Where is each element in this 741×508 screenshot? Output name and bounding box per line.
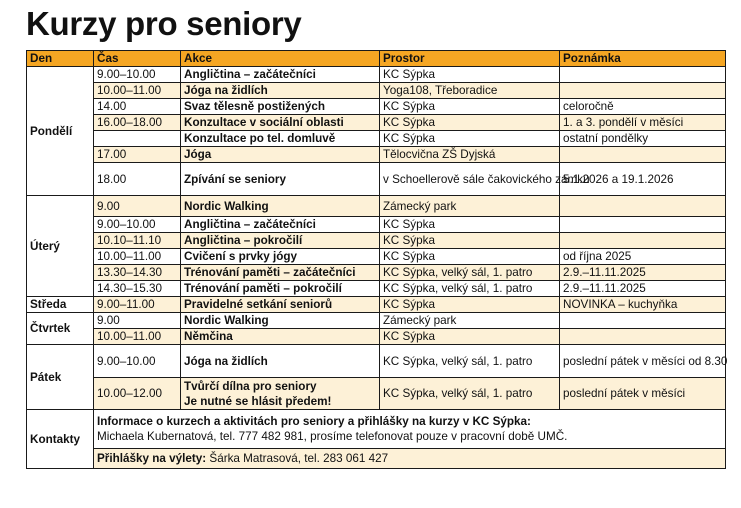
schedule-table <box>26 50 726 469</box>
day-tuesday: Úterý <box>27 196 94 297</box>
cell-akce: Pravidelné setkání seniorů <box>181 297 380 313</box>
contacts-trips-row <box>27 448 726 468</box>
cell-cas: 17.00 <box>94 147 181 163</box>
table-row <box>27 233 726 249</box>
cell-prostor: KC Sýpka <box>380 249 560 265</box>
cell-poznamka: 2.9.–11.11.2025 <box>560 281 726 297</box>
cell-cas: 9.00–11.00 <box>94 297 181 313</box>
cell-cas: 9.00 <box>94 313 181 329</box>
cell-akce: Angličtina – pokročilí <box>181 233 380 249</box>
header-row <box>27 51 726 67</box>
cell-akce: Němčina <box>181 329 380 345</box>
cell-poznamka: poslední pátek v měsíci <box>560 378 726 410</box>
day-monday: Pondělí <box>27 67 94 196</box>
cell-poznamka <box>560 313 726 329</box>
contacts-line-1: Informace o kurzech a aktivitách pro seniory a přihlášky na kurzy v KC Sýpka: <box>97 414 531 428</box>
cell-akce: Cvičení s prvky jógy <box>181 249 380 265</box>
cell-cas: 10.00–11.00 <box>94 83 181 99</box>
cell-akce: Zpívání se seniory <box>181 163 380 196</box>
cell-prostor: KC Sýpka, velký sál, 1. patro <box>380 345 560 378</box>
cell-prostor: Tělocvična ZŠ Dyjská <box>380 147 560 163</box>
cell-cas: 18.00 <box>94 163 181 196</box>
cell-prostor: KC Sýpka <box>380 67 560 83</box>
table-row <box>27 313 726 329</box>
cell-prostor: KC Sýpka, velký sál, 1. patro <box>380 265 560 281</box>
cell-cas: 10.00–11.00 <box>94 329 181 345</box>
table-row <box>27 265 726 281</box>
table-row <box>27 345 726 378</box>
cell-poznamka: poslední pátek v měsíci od 8.30 <box>560 345 726 378</box>
cell-prostor: KC Sýpka <box>380 297 560 313</box>
cell-cas: 14.00 <box>94 99 181 115</box>
cell-poznamka <box>560 233 726 249</box>
day-contacts: Kontakty <box>27 410 94 469</box>
cell-akce: Angličtina – začátečníci <box>181 217 380 233</box>
trips-value: Šárka Matrasová, tel. 283 061 427 <box>206 451 389 465</box>
cell-cas: 13.30–14.30 <box>94 265 181 281</box>
table-row <box>27 378 726 410</box>
cell-akce: Nordic Walking <box>181 196 380 217</box>
cell-prostor: KC Sýpka, velký sál, 1. patro <box>380 378 560 410</box>
cell-akce: Jóga na židlích <box>181 345 380 378</box>
cell-akce: Svaz tělesně postižených <box>181 99 380 115</box>
cell-poznamka <box>560 196 726 217</box>
cell-cas: 9.00 <box>94 196 181 217</box>
contacts-row <box>27 410 726 449</box>
cell-cas: 14.30–15.30 <box>94 281 181 297</box>
table-row <box>27 329 726 345</box>
cell-akce: Jóga na židlích <box>181 83 380 99</box>
cell-prostor: v Schoellerově sále čakovického zámku <box>380 163 560 196</box>
cell-prostor: KC Sýpka <box>380 131 560 147</box>
table-row <box>27 115 726 131</box>
cell-poznamka: NOVINKA – kuchyňka <box>560 297 726 313</box>
cell-cas: 10.00–12.00 <box>94 378 181 410</box>
table-row <box>27 99 726 115</box>
cell-poznamka: od října 2025 <box>560 249 726 265</box>
cell-prostor: KC Sýpka <box>380 217 560 233</box>
cell-poznamka <box>560 83 726 99</box>
cell-akce: Angličtina – začátečníci <box>181 67 380 83</box>
trips-label: Přihlášky na výlety: <box>97 451 207 465</box>
cell-poznamka: 5.1.2026 a 19.1.2026 <box>560 163 726 196</box>
cell-prostor: KC Sýpka <box>380 115 560 131</box>
cell-poznamka <box>560 217 726 233</box>
cell-prostor: Zámecký park <box>380 196 560 217</box>
header-akce: Akce <box>181 51 380 67</box>
page-title: Kurzy pro seniory <box>26 5 302 42</box>
cell-akce: Konzultace po tel. domluvě <box>181 131 380 147</box>
cell-prostor: KC Sýpka <box>380 99 560 115</box>
cell-akce: Trénování paměti – začátečníci <box>181 265 380 281</box>
cell-poznamka <box>560 329 726 345</box>
cell-poznamka <box>560 67 726 83</box>
cell-cas <box>94 131 181 147</box>
header-den: Den <box>27 51 94 67</box>
cell-prostor: KC Sýpka, velký sál, 1. patro <box>380 281 560 297</box>
contacts-line-2: Michaela Kubernatová, tel. 777 482 981, prosíme telefonovat pouze v pracovní době UMČ. <box>97 429 568 443</box>
cell-akce: Konzultace v sociální oblasti <box>181 115 380 131</box>
day-thursday: Čtvrtek <box>27 313 94 345</box>
cell-prostor: KC Sýpka <box>380 233 560 249</box>
cell-cas: 9.00–10.00 <box>94 67 181 83</box>
day-wednesday: Středa <box>27 297 94 313</box>
table-row <box>27 281 726 297</box>
cell-poznamka <box>560 147 726 163</box>
akce-line-2: Je nutné se hlásit předem! <box>184 394 332 408</box>
cell-akce <box>181 378 380 410</box>
cell-poznamka: 1. a 3. pondělí v měsíci <box>560 115 726 131</box>
table-row <box>27 131 726 147</box>
table-row <box>27 147 726 163</box>
cell-cas: 10.10–11.10 <box>94 233 181 249</box>
cell-prostor: Zámecký park <box>380 313 560 329</box>
cell-akce: Jóga <box>181 147 380 163</box>
header-prostor: Prostor <box>380 51 560 67</box>
table-row <box>27 83 726 99</box>
cell-cas: 16.00–18.00 <box>94 115 181 131</box>
cell-cas: 9.00–10.00 <box>94 217 181 233</box>
cell-akce: Trénování paměti – pokročilí <box>181 281 380 297</box>
header-cas: Čas <box>94 51 181 67</box>
cell-cas: 9.00–10.00 <box>94 345 181 378</box>
table-row <box>27 163 726 196</box>
table-row <box>27 217 726 233</box>
cell-poznamka: ostatní pondělky <box>560 131 726 147</box>
table-row <box>27 297 726 313</box>
cell-akce: Nordic Walking <box>181 313 380 329</box>
cell-prostor: Yoga108, Třeboradice <box>380 83 560 99</box>
cell-prostor: KC Sýpka <box>380 329 560 345</box>
contacts-trips <box>94 448 726 468</box>
cell-cas: 10.00–11.00 <box>94 249 181 265</box>
cell-poznamka: celoročně <box>560 99 726 115</box>
day-friday: Pátek <box>27 345 94 410</box>
contacts-info <box>94 410 726 449</box>
cell-poznamka: 2.9.–11.11.2025 <box>560 265 726 281</box>
table-row <box>27 196 726 217</box>
header-poznamka: Poznámka <box>560 51 726 67</box>
table-row <box>27 249 726 265</box>
table-row <box>27 67 726 83</box>
akce-line-1: Tvůrčí dílna pro seniory <box>184 379 317 393</box>
